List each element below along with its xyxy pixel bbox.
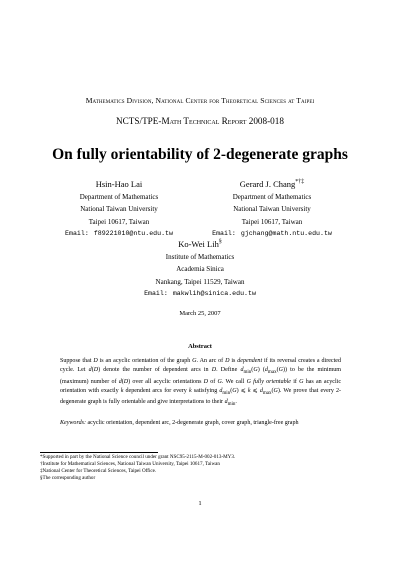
report-number-line: NCTS/TPE-Math Technical Report 2008-018 [116, 116, 284, 126]
keywords-label: Keywords: [60, 420, 86, 426]
author-block-chang [197, 178, 347, 240]
paper-date: March 25, 2007 [179, 310, 221, 317]
author-name: Gerard J. Chang [239, 179, 296, 189]
email-label: Email: [212, 229, 236, 237]
author-institution: Academia Sinica [176, 265, 224, 274]
footnote-3: ‡National Center for Theoretical Sciences, Taipei Office. [40, 467, 157, 474]
author-email[interactable]: makwlih@sinica.edu.tw [172, 289, 256, 297]
keywords [60, 419, 341, 427]
author-block-lih [125, 238, 275, 300]
email-label: Email: [65, 229, 89, 237]
footnote-1: *Supported in part by the National Science council under grant NSC95-2115-M-002-013-MY3. [40, 454, 236, 460]
author-department: Institute of Mathematics [165, 253, 235, 261]
paper-title: On fully orientability of 2-degenerate graphs [52, 146, 348, 163]
author-name-line [125, 238, 275, 251]
author-department: Department of Mathematics [79, 193, 159, 201]
email-label: Email: [144, 289, 168, 297]
abstract-heading: Abstract [188, 343, 212, 350]
footnotes [40, 454, 370, 482]
keywords-list: acyclic orientation, dependent arc, 2-degenerate graph, cover graph, triangle-free graph [87, 420, 299, 426]
author-email[interactable]: f89221010@ntu.edu.tw [93, 229, 173, 237]
author-name-line [197, 178, 347, 191]
author-block-lai [44, 178, 194, 240]
footnote-4: §The corresponding author [40, 474, 96, 481]
author-email[interactable]: gjchang@math.ntu.edu.tw [240, 229, 332, 237]
footnote-divider [40, 452, 158, 453]
author-email-line [125, 288, 275, 300]
author-name: Ko-Wei Lih [178, 239, 219, 249]
author-institution: National Taiwan University [233, 205, 311, 214]
report-affiliation-line: Mathematics Division, National Center for Theoretical Sciences at Taipei [85, 96, 315, 105]
author-address: Nankang, Taipei 11529, Taiwan [155, 277, 245, 286]
author-address: Taipei 10617, Taiwan [88, 217, 150, 226]
page-number: 1 [198, 500, 202, 507]
author-department: Department of Mathematics [232, 193, 312, 201]
author-institution: National Taiwan University [80, 205, 158, 214]
author-address: Taipei 10617, Taiwan [241, 217, 303, 226]
abstract-body: Suppose that D is an acyclic orientation of the graph G. An arc of D is dependent if its reversal creates a directed cycle. Let d(D) denote the number of dependent arcs in D. Define $d_{min}(G)$ $(d_{max}(G))$ to be the minimum (maximum) number of d(D) over all acyclic orientations D of G. We call G fully orientable if G has an acyclic orientation with exactly k dependent arcs for every k satisfying $d_{min}(G)$ ⩽ k ⩽ $d_{max}(G)$. We prove that every 2-degenerate graph is fully orientable and give interpretations to their $d_{min}$. [60, 358, 342, 408]
footnote-2: †Institute for Mathematical Sciences, National Taiwan University, Taipei 10617, Taiwan [40, 460, 220, 467]
footnote-marks: *†‡ [295, 179, 305, 186]
author-name: Hsin-Hao Lai [95, 179, 143, 189]
footnote-marks: § [218, 239, 222, 246]
